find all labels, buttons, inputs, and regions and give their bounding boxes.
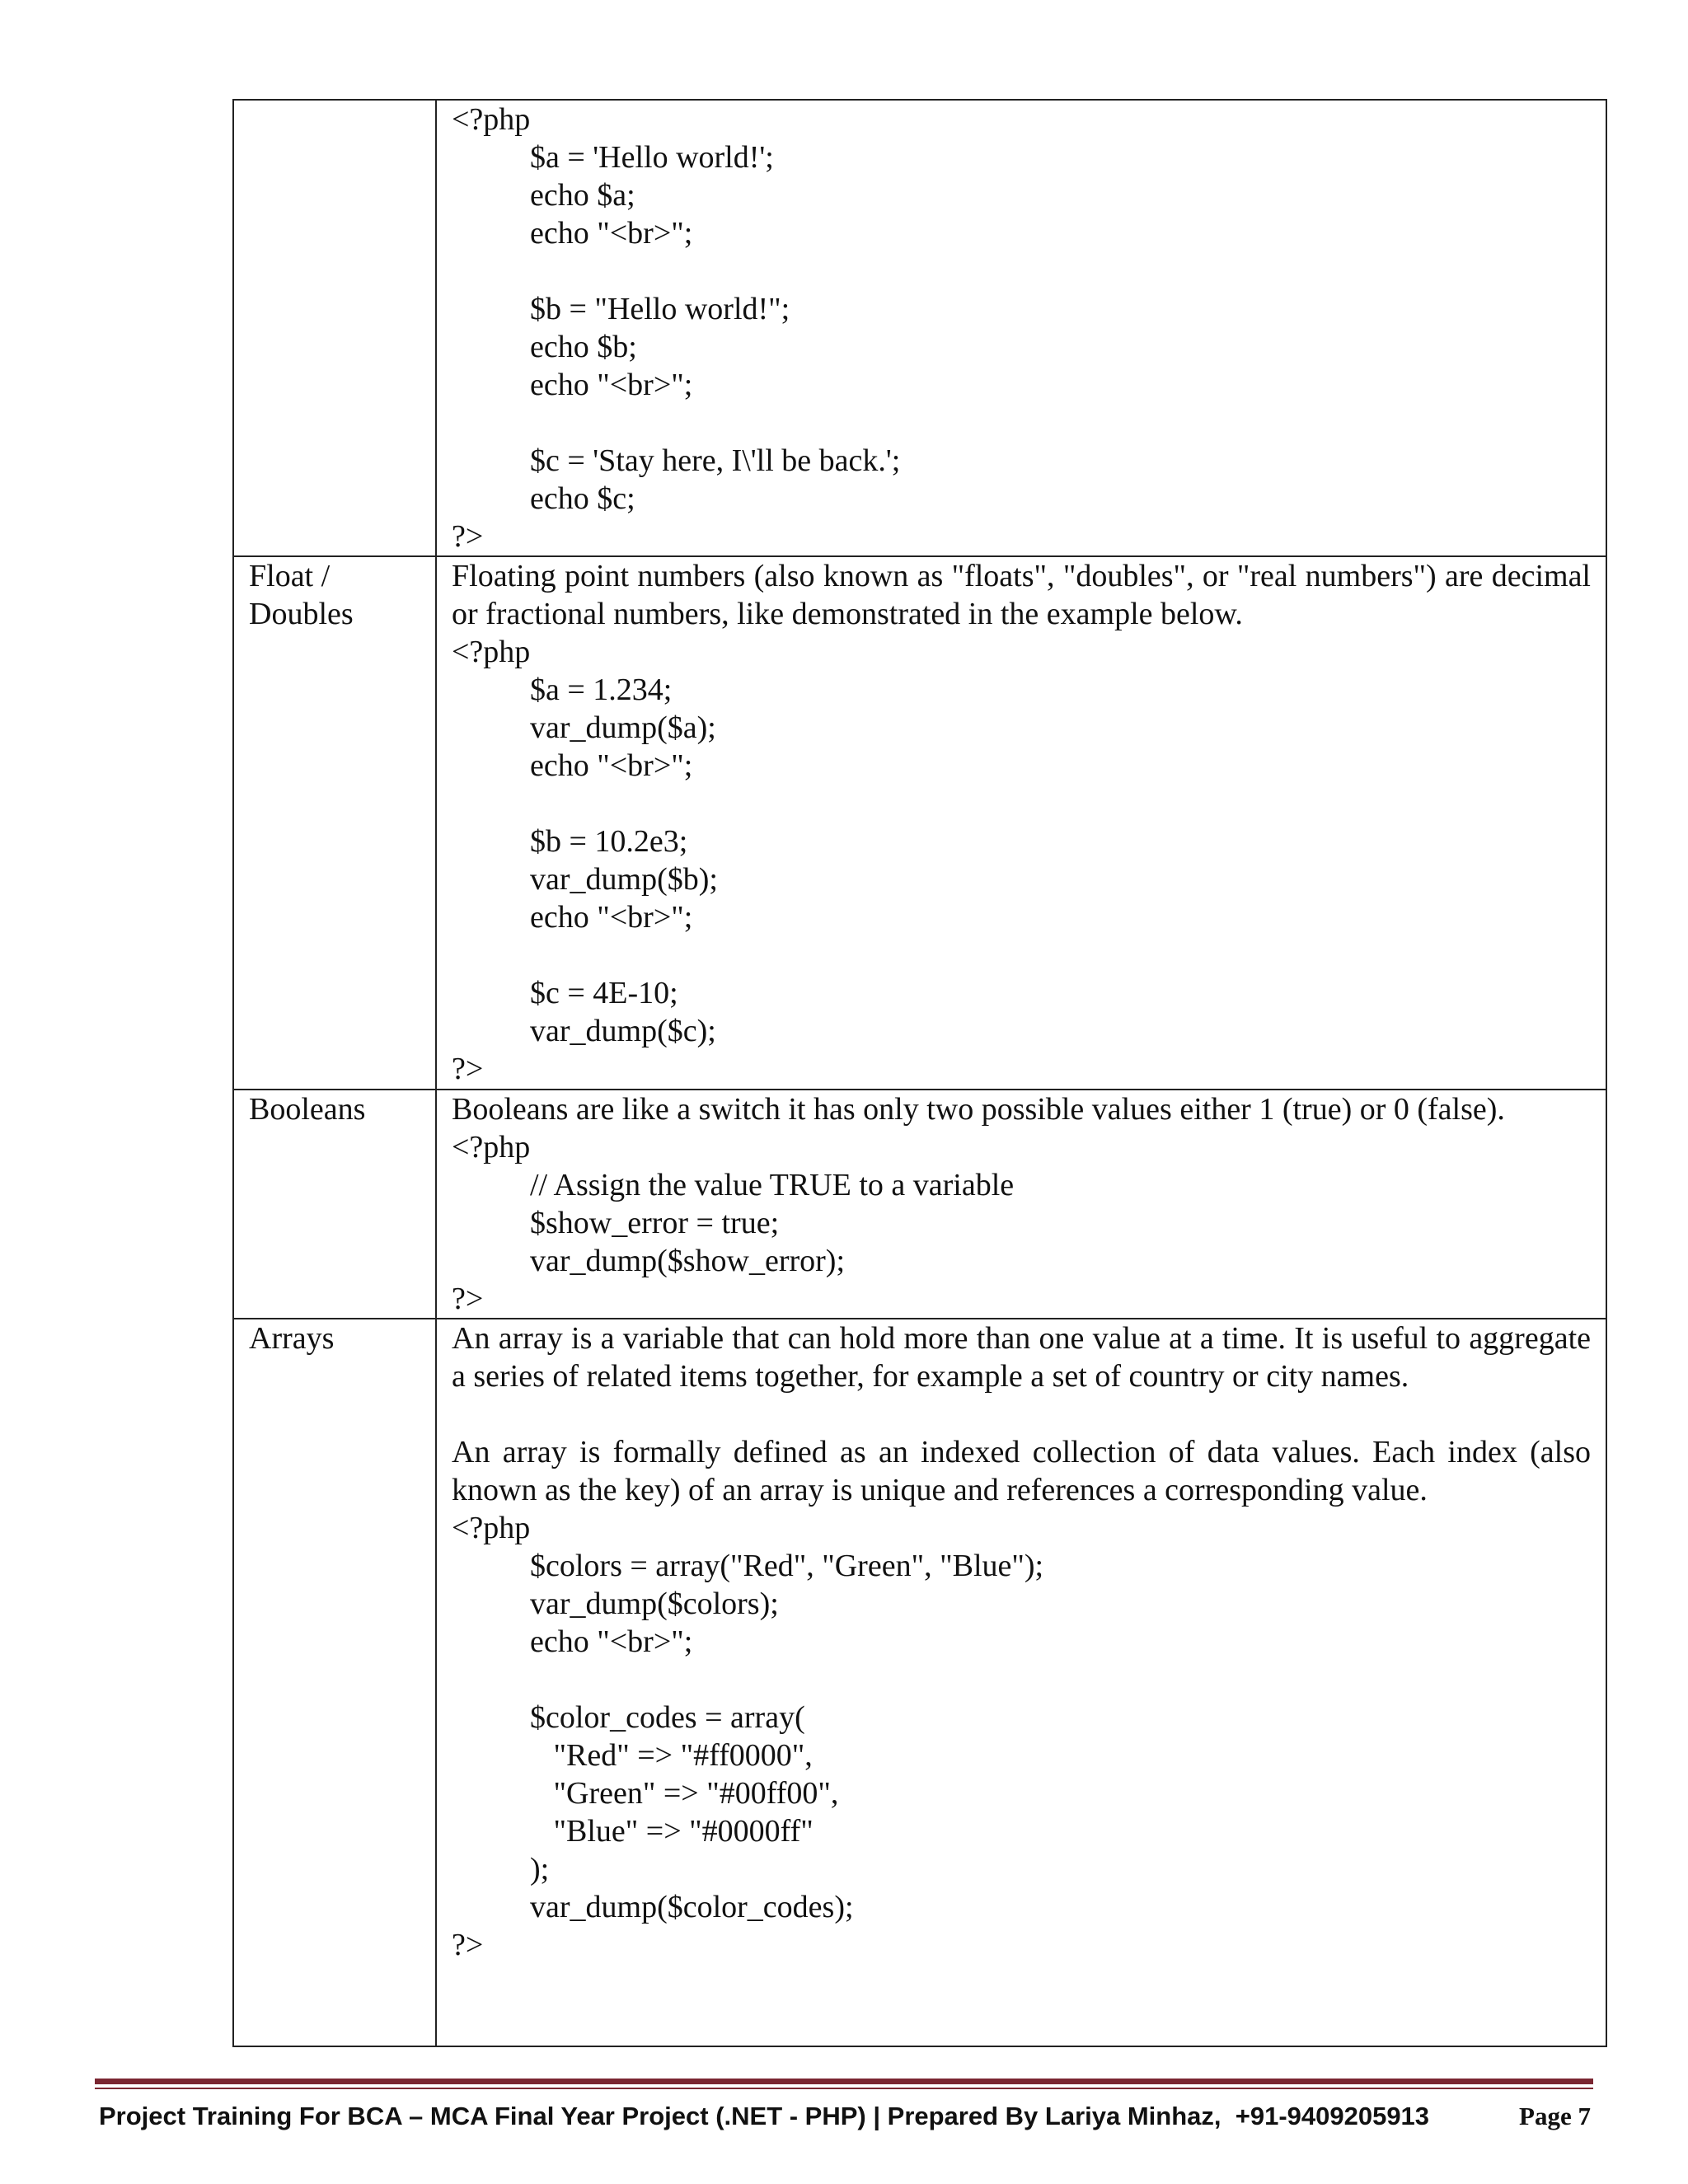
table-row-booleans: [233, 1090, 1606, 1319]
description-arrays: An array is a variable that can hold more than one value at a time. It is useful to aggregate a series of related items together, for example a set of country or city names. An array is formally defined as an indexed collection of data values. Each index (also known as the key) of an array is unique and references a corresponding value.: [452, 1321, 1591, 1507]
code-block-strings: <?php $a = 'Hello world!'; echo $a; echo "<br>"; $b = "Hello world!"; echo $b; echo "<br>"; $c = 'Stay here, I\'ll be back.'; echo $c; ?>: [452, 102, 901, 554]
row-content: [436, 100, 1606, 556]
row-label: [233, 1090, 436, 1319]
page-number: Page 7: [1519, 2102, 1591, 2130]
row-content: [436, 556, 1606, 1090]
description-booleans: Booleans are like a switch it has only two possible values either 1 (true) or 0 (false).: [452, 1092, 1505, 1127]
row-content: [436, 1090, 1606, 1319]
row-content: [436, 1319, 1606, 2046]
row-label-text: Float / Doubles: [249, 559, 354, 631]
footer-text: Project Training For BCA – MCA Final Year Project (.NET - PHP) | Prepared By Lariya Minhaz, +91-9409205913: [99, 2102, 1430, 2130]
table-row-float-doubles: [233, 556, 1606, 1090]
page-footer: [99, 2098, 1591, 2135]
row-label: [233, 556, 436, 1090]
row-label: [233, 1319, 436, 2046]
data-types-table: [232, 99, 1607, 2047]
code-block-booleans: <?php // Assign the value TRUE to a variable $show_error = true; var_dump($show_error); ?>: [452, 1130, 1015, 1316]
footer-rule: [95, 2079, 1593, 2084]
description-float-doubles: Floating point numbers (also known as "floats", "doubles", or "real numbers") are decimal or fractional numbers, like demonstrated in the example below.: [452, 559, 1599, 631]
code-block-arrays: <?php $colors = array("Red", "Green", "Blue"); var_dump($colors); echo "<br>"; $color_codes = array( "Red" => "#ff0000", "Green" => "#00ff00", "Blue" => "#0000ff" ); var_dump($color_codes); ?>: [452, 1511, 1044, 1962]
row-label: [233, 100, 436, 556]
footer-rule-thin: [95, 2088, 1593, 2089]
table-row-strings-example: [233, 100, 1606, 556]
code-block-float-doubles: <?php $a = 1.234; var_dump($a); echo "<br>"; $b = 10.2e3; var_dump($b); echo "<br>"; $c = 4E-10; var_dump($c); ?>: [452, 635, 718, 1086]
row-label-text: Booleans: [249, 1092, 366, 1127]
table-row-arrays: [233, 1319, 1606, 2046]
row-label-text: Arrays: [249, 1321, 335, 1356]
